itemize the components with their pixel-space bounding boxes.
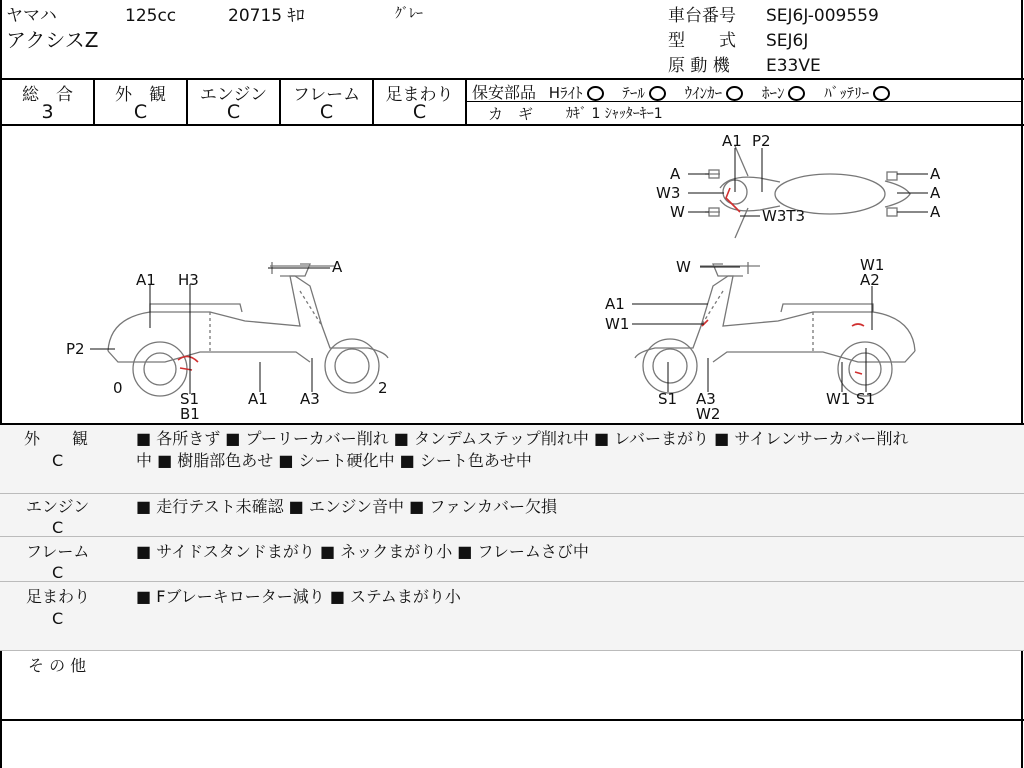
diagram-label: W: [676, 258, 691, 276]
safety-item-label: ﾎｰﾝ: [761, 84, 785, 102]
diagram-label: W1: [860, 256, 885, 274]
damage-diagram: [0, 126, 1024, 423]
displacement: 125cc: [125, 6, 177, 26]
diagram-label: W: [670, 203, 685, 221]
engine-grade: C: [52, 518, 64, 537]
diagram-label: A: [670, 165, 681, 183]
rating-frame-label: フレーム: [292, 85, 361, 105]
diagram-label: A: [930, 203, 941, 221]
diagram-label: W3: [656, 184, 681, 202]
safety-item-headlight: [549, 84, 604, 102]
safety-item-label: ｳｲﾝｶｰ: [684, 84, 723, 102]
exterior-comment-line1: ■ 各所きず ■ プーリーカバー削れ ■ タンデムステップ削れ中 ■ レバーまがり ■ サイレンサーカバー削れ: [136, 429, 909, 448]
diagram-label: A: [930, 165, 941, 183]
other-label: そ の 他: [28, 656, 87, 675]
damage-mark: [178, 356, 198, 362]
frame-grade: C: [52, 563, 64, 582]
safety-item-battery: [824, 84, 890, 102]
rating-suspension-value: C: [412, 101, 427, 123]
safety-item-winker: [685, 84, 744, 102]
engine-comment: ■ 走行テスト未確認 ■ エンジン音中 ■ ファンカバー欠損: [136, 497, 558, 516]
rating-suspension-label: 足まわり: [385, 85, 454, 105]
ok-circle-icon: [649, 86, 666, 101]
mileage: 20715 ｷﾛ: [228, 6, 305, 26]
frame-label: フレーム: [26, 542, 90, 561]
diagram-label: 2: [378, 379, 388, 397]
maker: ヤマハ: [6, 6, 57, 26]
exterior-comment-line2: 中 ■ 樹脂部色あせ ■ シート硬化中 ■ シート色あせ中: [136, 451, 532, 470]
rating-engine-label: エンジン: [199, 85, 268, 105]
diagram-label: B1: [180, 405, 200, 423]
diagram-label: A1: [136, 271, 156, 289]
divider-bottom: [0, 719, 1024, 721]
ok-circle-icon: [788, 86, 805, 101]
diagram-label: A1: [722, 132, 742, 150]
frame-comment: ■ サイドスタンドまがり ■ ネックまがり小 ■ フレームさび中: [136, 542, 589, 561]
rating-total-value: 3: [41, 101, 54, 123]
diagram-label: 0: [113, 379, 123, 397]
safety-item-tail: [622, 84, 666, 102]
ok-circle-icon: [587, 86, 604, 101]
diagram-label: P2: [66, 340, 85, 358]
frame-no: SEJ6J-009559: [766, 6, 879, 26]
rating-total-label: 総 合: [22, 85, 73, 105]
diagram-label: S1: [180, 390, 200, 408]
diagram-label: S1: [658, 390, 678, 408]
section-divider: [0, 650, 1024, 651]
diagram-label: W3T3: [762, 207, 806, 225]
exterior-grade: C: [52, 451, 64, 470]
key-value: ｶｷﾞ 1 ｼｬｯﾀｰｷｰ1: [566, 106, 663, 122]
diagram-label: A3: [300, 390, 320, 408]
engine-value: E33VE: [766, 56, 821, 76]
model-name: アクシスZ: [6, 28, 99, 52]
safety-item-label: ﾃｰﾙ: [622, 84, 645, 102]
engine-label: 原 動 機: [668, 56, 730, 76]
diagram-label: W2: [696, 405, 721, 423]
diagram-label: H3: [178, 271, 199, 289]
safety-item-horn: [762, 84, 806, 102]
rating-frame-value: C: [319, 101, 334, 123]
safety-item-label: Hﾗｲﾄ: [548, 84, 583, 102]
engine-label: エンジン: [26, 497, 90, 516]
diagram-label: W1: [826, 390, 851, 408]
key-label: カ ギ: [488, 105, 534, 123]
diagram-label: S1: [856, 390, 876, 408]
rating-exterior-label: 外 観: [115, 85, 166, 105]
type-label: 型 式: [668, 31, 736, 51]
suspension-grade: C: [52, 609, 64, 628]
suspension-comment: ■ Fブレーキローター減り ■ ステムまがり小: [136, 587, 461, 606]
damage-mark: [855, 372, 862, 374]
ok-circle-icon: [726, 86, 743, 101]
scooter-top-view-icon: [705, 146, 910, 238]
diagram-label: A: [332, 258, 343, 276]
safety-parts-row: [472, 80, 890, 103]
damage-mark: [852, 324, 864, 326]
exterior-label: 外 観: [24, 429, 89, 448]
safety-title: 保安部品: [472, 83, 537, 102]
diagram-label: A2: [860, 271, 880, 289]
diagram-label: P2: [752, 132, 771, 150]
diagram-label: A1: [248, 390, 268, 408]
color: ｸﾞﾚｰ: [395, 6, 423, 22]
type-value: SEJ6J: [766, 31, 809, 51]
diagram-label: A: [930, 184, 941, 202]
safety-item-label: ﾊﾞｯﾃﾘｰ: [824, 84, 870, 102]
frame-no-label: 車台番号: [668, 6, 736, 26]
ok-circle-icon: [873, 86, 890, 101]
diagram-label: A3: [696, 390, 716, 408]
suspension-label: 足まわり: [26, 587, 91, 606]
diagram-label: A1: [605, 295, 625, 313]
diagram-label: W1: [605, 315, 630, 333]
rating-col-divider: [465, 79, 467, 125]
rating-exterior-value: C: [133, 101, 148, 123]
rating-engine-value: C: [226, 101, 241, 123]
